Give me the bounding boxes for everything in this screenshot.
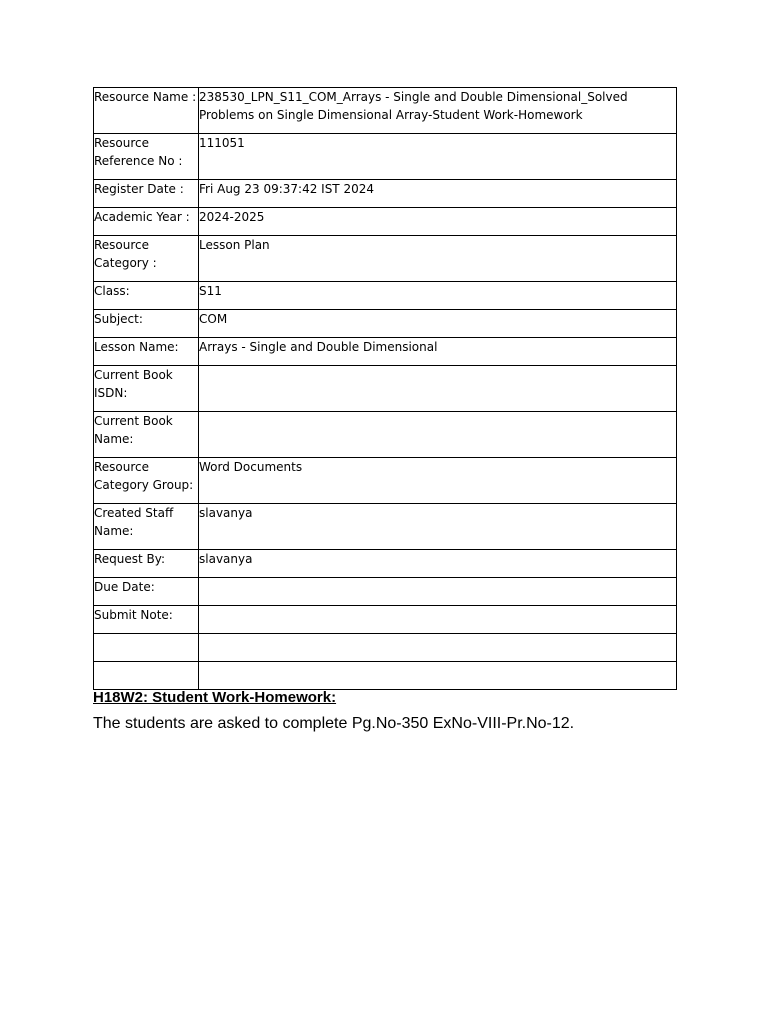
section-heading: H18W2: Student Work-Homework: [93, 689, 337, 706]
resource-name-label: Resource Name : [94, 88, 199, 134]
academic-year-label: Academic Year : [94, 208, 199, 236]
resource-reference-label: Resource Reference No : [94, 134, 199, 180]
table-row-resource-category-group [94, 458, 677, 504]
table-row-academic-year [94, 208, 677, 236]
request-by-value: slavanya [199, 550, 677, 578]
lesson-name-value: Arrays - Single and Double Dimensional [199, 338, 677, 366]
table-row-submit-note [94, 606, 677, 634]
table-row-lesson-name [94, 338, 677, 366]
subject-label: Subject: [94, 310, 199, 338]
register-date-value: Fri Aug 23 09:37:42 IST 2024 [199, 180, 677, 208]
current-book-name-value [199, 412, 677, 458]
table-row-due-date [94, 578, 677, 606]
submit-note-label: Submit Note: [94, 606, 199, 634]
empty-value-1 [199, 634, 677, 662]
request-by-label: Request By: [94, 550, 199, 578]
created-staff-name-value: slavanya [199, 504, 677, 550]
table-row-current-book-isdn [94, 366, 677, 412]
class-value: S11 [199, 282, 677, 310]
current-book-isdn-value [199, 366, 677, 412]
resource-reference-value: 111051 [199, 134, 677, 180]
empty-label-2 [94, 662, 199, 690]
table-row-empty-1 [94, 634, 677, 662]
due-date-value [199, 578, 677, 606]
resource-category-value: Lesson Plan [199, 236, 677, 282]
due-date-label: Due Date: [94, 578, 199, 606]
table-row-current-book-name [94, 412, 677, 458]
table-row-request-by [94, 550, 677, 578]
current-book-name-label: Current Book Name: [94, 412, 199, 458]
resource-category-label: Resource Category : [94, 236, 199, 282]
section-body-text: The students are asked to complete Pg.No-350 ExNo-VIII-Pr.No-12. [93, 715, 575, 732]
empty-label-1 [94, 634, 199, 662]
empty-value-2 [199, 662, 677, 690]
academic-year-value: 2024-2025 [199, 208, 677, 236]
submit-note-value [199, 606, 677, 634]
resource-category-group-value: Word Documents [199, 458, 677, 504]
resource-metadata-table [93, 87, 677, 690]
table-row-register-date [94, 180, 677, 208]
register-date-label: Register Date : [94, 180, 199, 208]
class-label: Class: [94, 282, 199, 310]
resource-category-group-label: Resource Category Group: [94, 458, 199, 504]
table-row-resource-category [94, 236, 677, 282]
lesson-name-label: Lesson Name: [94, 338, 199, 366]
table-row-created-staff-name [94, 504, 677, 550]
subject-value: COM [199, 310, 677, 338]
current-book-isdn-label: Current Book ISDN: [94, 366, 199, 412]
table-row-empty-2 [94, 662, 677, 690]
resource-name-value: 238530_LPN_S11_COM_Arrays - Single and Double Dimensional_Solved Problems on Single Dimensional Array-Student Work-Homework [199, 88, 677, 134]
table-row-subject [94, 310, 677, 338]
table-row-resource-name [94, 88, 677, 134]
table-row-resource-reference [94, 134, 677, 180]
created-staff-name-label: Created Staff Name: [94, 504, 199, 550]
table-row-class [94, 282, 677, 310]
